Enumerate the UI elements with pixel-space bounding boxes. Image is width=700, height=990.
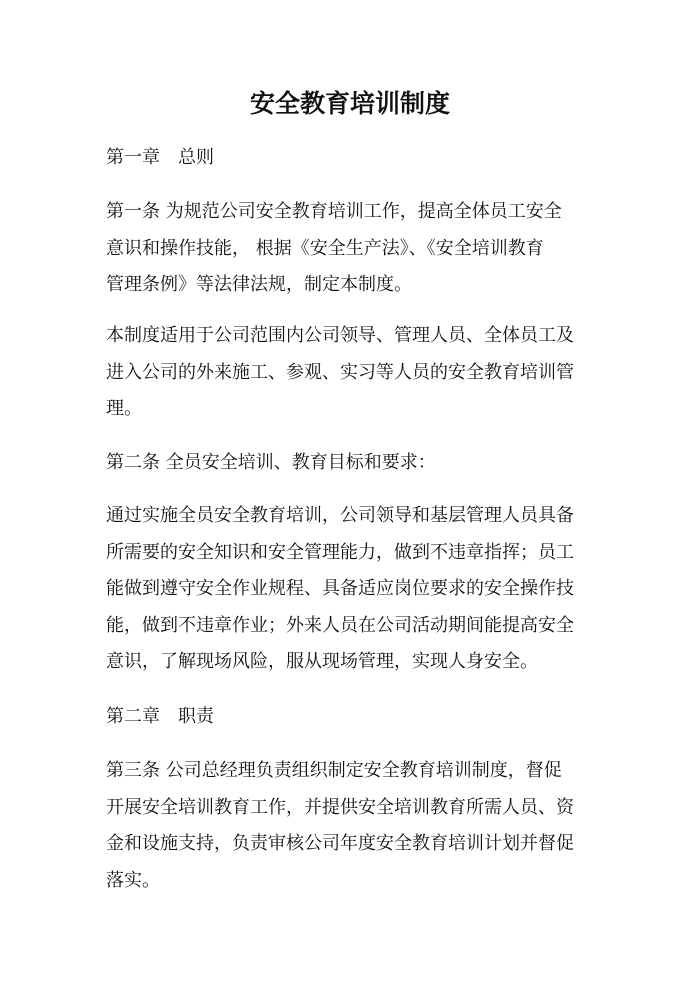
paragraph-line: 所需要的安全知识和安全管理能力，做到不违章指挥；员工 (106, 541, 574, 563)
chapter-heading-2: 第二章 职责 (106, 706, 214, 727)
article-3-paragraph (106, 753, 598, 899)
paragraph-line: 落实。 (106, 869, 160, 891)
paragraph-line: 能做到遵守安全作业规程、具备适应岗位要求的安全操作技 (106, 578, 574, 599)
paragraph-line: 进入公司的外来施工、参观、实习等人员的安全教育培训管 (106, 361, 574, 383)
scope-paragraph (106, 318, 598, 428)
paragraph-line: 意识和操作技能， 根据《安全生产法》、《安全培训教育 (106, 237, 544, 259)
chapter-heading-1: 第一章 总则 (106, 147, 214, 168)
paragraph-line: 通过实施全员安全教育培训，公司领导和基层管理人员具备 (106, 505, 574, 526)
goals-paragraph (106, 498, 598, 681)
paragraph-line: 开展安全培训教育工作，并提供安全培训教育所需人员、资 (106, 796, 574, 818)
paragraph-line: 第三条 公司总经理负责组织制定安全教育培训制度，督促 (106, 760, 562, 781)
paragraph-line: 理。 (106, 398, 142, 419)
paragraph-line: 意识，了解现场风险，服从现场管理，实现人身安全。 (106, 651, 538, 672)
paragraph-line: 第一条 为规范公司安全教育培训工作，提高全体员工安全 (106, 201, 562, 222)
paragraph-line: 第二条 全员安全培训、教育目标和要求： (106, 452, 436, 473)
paragraph-line: 管理条例》等法律法规，制定本制度。 (106, 274, 412, 295)
paragraph-line: 能，做到不违章作业；外来人员在公司活动期间能提高安全 (106, 614, 574, 636)
paragraph-line: 金和设施支持，负责审核公司年度安全教育培训计划并督促 (106, 833, 574, 854)
article-1-paragraph (106, 194, 598, 304)
paragraph-line: 本制度适用于公司范围内公司领导、管理人员、全体员工及 (106, 325, 574, 346)
document-title: 安全教育培训制度 (249, 89, 450, 118)
article-2-heading (106, 445, 598, 482)
